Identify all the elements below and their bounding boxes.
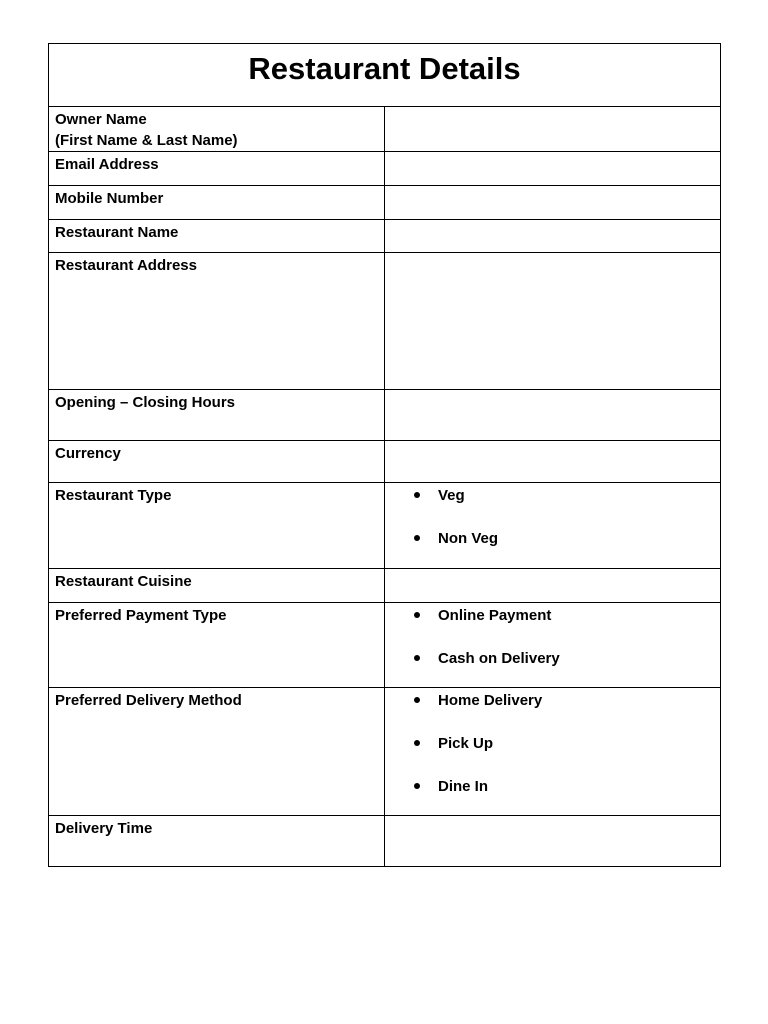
- option-label: Pick Up: [438, 735, 494, 752]
- option-non-veg[interactable]: [414, 528, 720, 549]
- option-label: Veg: [438, 487, 465, 504]
- field-label-opening-closing-hours: [49, 390, 385, 441]
- option-label: Home Delivery: [438, 692, 543, 709]
- restaurant-cuisine-field[interactable]: [385, 569, 721, 603]
- field-label-email-address: [49, 152, 385, 186]
- bullet-icon: [414, 783, 420, 789]
- payment-type-options: [385, 603, 721, 688]
- delivery-method-options: [385, 688, 721, 816]
- label-line: Restaurant Name: [55, 224, 179, 241]
- option-label: Online Payment: [438, 607, 552, 624]
- label-line: Restaurant Address: [55, 257, 197, 274]
- form-row-restaurant-type: [49, 483, 721, 569]
- label-line: Preferred Delivery Method: [55, 692, 242, 709]
- field-label-restaurant-address: [49, 253, 385, 390]
- option-label: Dine In: [438, 778, 489, 795]
- bullet-icon: [414, 740, 420, 746]
- form-row-delivery-time: [49, 816, 721, 867]
- option-label: Non Veg: [438, 530, 499, 547]
- form-row-email-address: [49, 152, 721, 186]
- restaurant-name-field[interactable]: [385, 220, 721, 253]
- label-line: (First Name & Last Name): [55, 132, 238, 149]
- form-row-opening-closing-hours: [49, 390, 721, 441]
- form-row-restaurant-cuisine: [49, 569, 721, 603]
- bullet-icon: [414, 697, 420, 703]
- restaurant-type-list: [385, 483, 720, 549]
- form-row-currency: [49, 441, 721, 483]
- form-title: Restaurant Details: [49, 44, 721, 107]
- label-line: Opening – Closing Hours: [55, 394, 236, 411]
- form-row-preferred-payment-type: [49, 603, 721, 688]
- mobile-number-field[interactable]: [385, 186, 721, 220]
- currency-field[interactable]: [385, 441, 721, 483]
- label-line: Restaurant Cuisine: [55, 573, 192, 590]
- option-home-delivery[interactable]: [414, 690, 720, 711]
- form-row-owner-name: [49, 107, 721, 152]
- form-row-restaurant-name: [49, 220, 721, 253]
- label-line: Delivery Time: [55, 820, 153, 837]
- label-line: Owner Name: [55, 111, 147, 128]
- form-row-mobile-number: [49, 186, 721, 220]
- form-row-preferred-delivery-method: [49, 688, 721, 816]
- field-label-mobile-number: [49, 186, 385, 220]
- option-pick-up[interactable]: [414, 733, 720, 754]
- restaurant-type-options: [385, 483, 721, 569]
- label-line: Preferred Payment Type: [55, 607, 227, 624]
- field-label-owner-name: [49, 107, 385, 152]
- option-online-payment[interactable]: [414, 605, 720, 626]
- field-label-currency: [49, 441, 385, 483]
- label-line: Mobile Number: [55, 190, 164, 207]
- field-label-preferred-payment-type: [49, 603, 385, 688]
- form-row-restaurant-address: [49, 253, 721, 390]
- field-label-restaurant-type: [49, 483, 385, 569]
- payment-type-list: [385, 603, 720, 669]
- option-veg[interactable]: [414, 485, 720, 506]
- option-cash-on-delivery[interactable]: [414, 648, 720, 669]
- bullet-icon: [414, 655, 420, 661]
- restaurant-details-form: [48, 43, 721, 867]
- field-label-restaurant-name: [49, 220, 385, 253]
- email-address-field[interactable]: [385, 152, 721, 186]
- delivery-method-list: [385, 688, 720, 797]
- label-line: Restaurant Type: [55, 487, 172, 504]
- option-dine-in[interactable]: [414, 776, 720, 797]
- owner-name-field[interactable]: [385, 107, 721, 152]
- label-line: Email Address: [55, 156, 159, 173]
- option-label: Cash on Delivery: [438, 650, 560, 667]
- field-label-delivery-time: [49, 816, 385, 867]
- field-label-preferred-delivery-method: [49, 688, 385, 816]
- field-label-restaurant-cuisine: [49, 569, 385, 603]
- title-row: [49, 44, 721, 107]
- delivery-time-field[interactable]: [385, 816, 721, 867]
- opening-closing-hours-field[interactable]: [385, 390, 721, 441]
- restaurant-address-field[interactable]: [385, 253, 721, 390]
- label-line: Currency: [55, 445, 121, 462]
- bullet-icon: [414, 535, 420, 541]
- bullet-icon: [414, 492, 420, 498]
- bullet-icon: [414, 612, 420, 618]
